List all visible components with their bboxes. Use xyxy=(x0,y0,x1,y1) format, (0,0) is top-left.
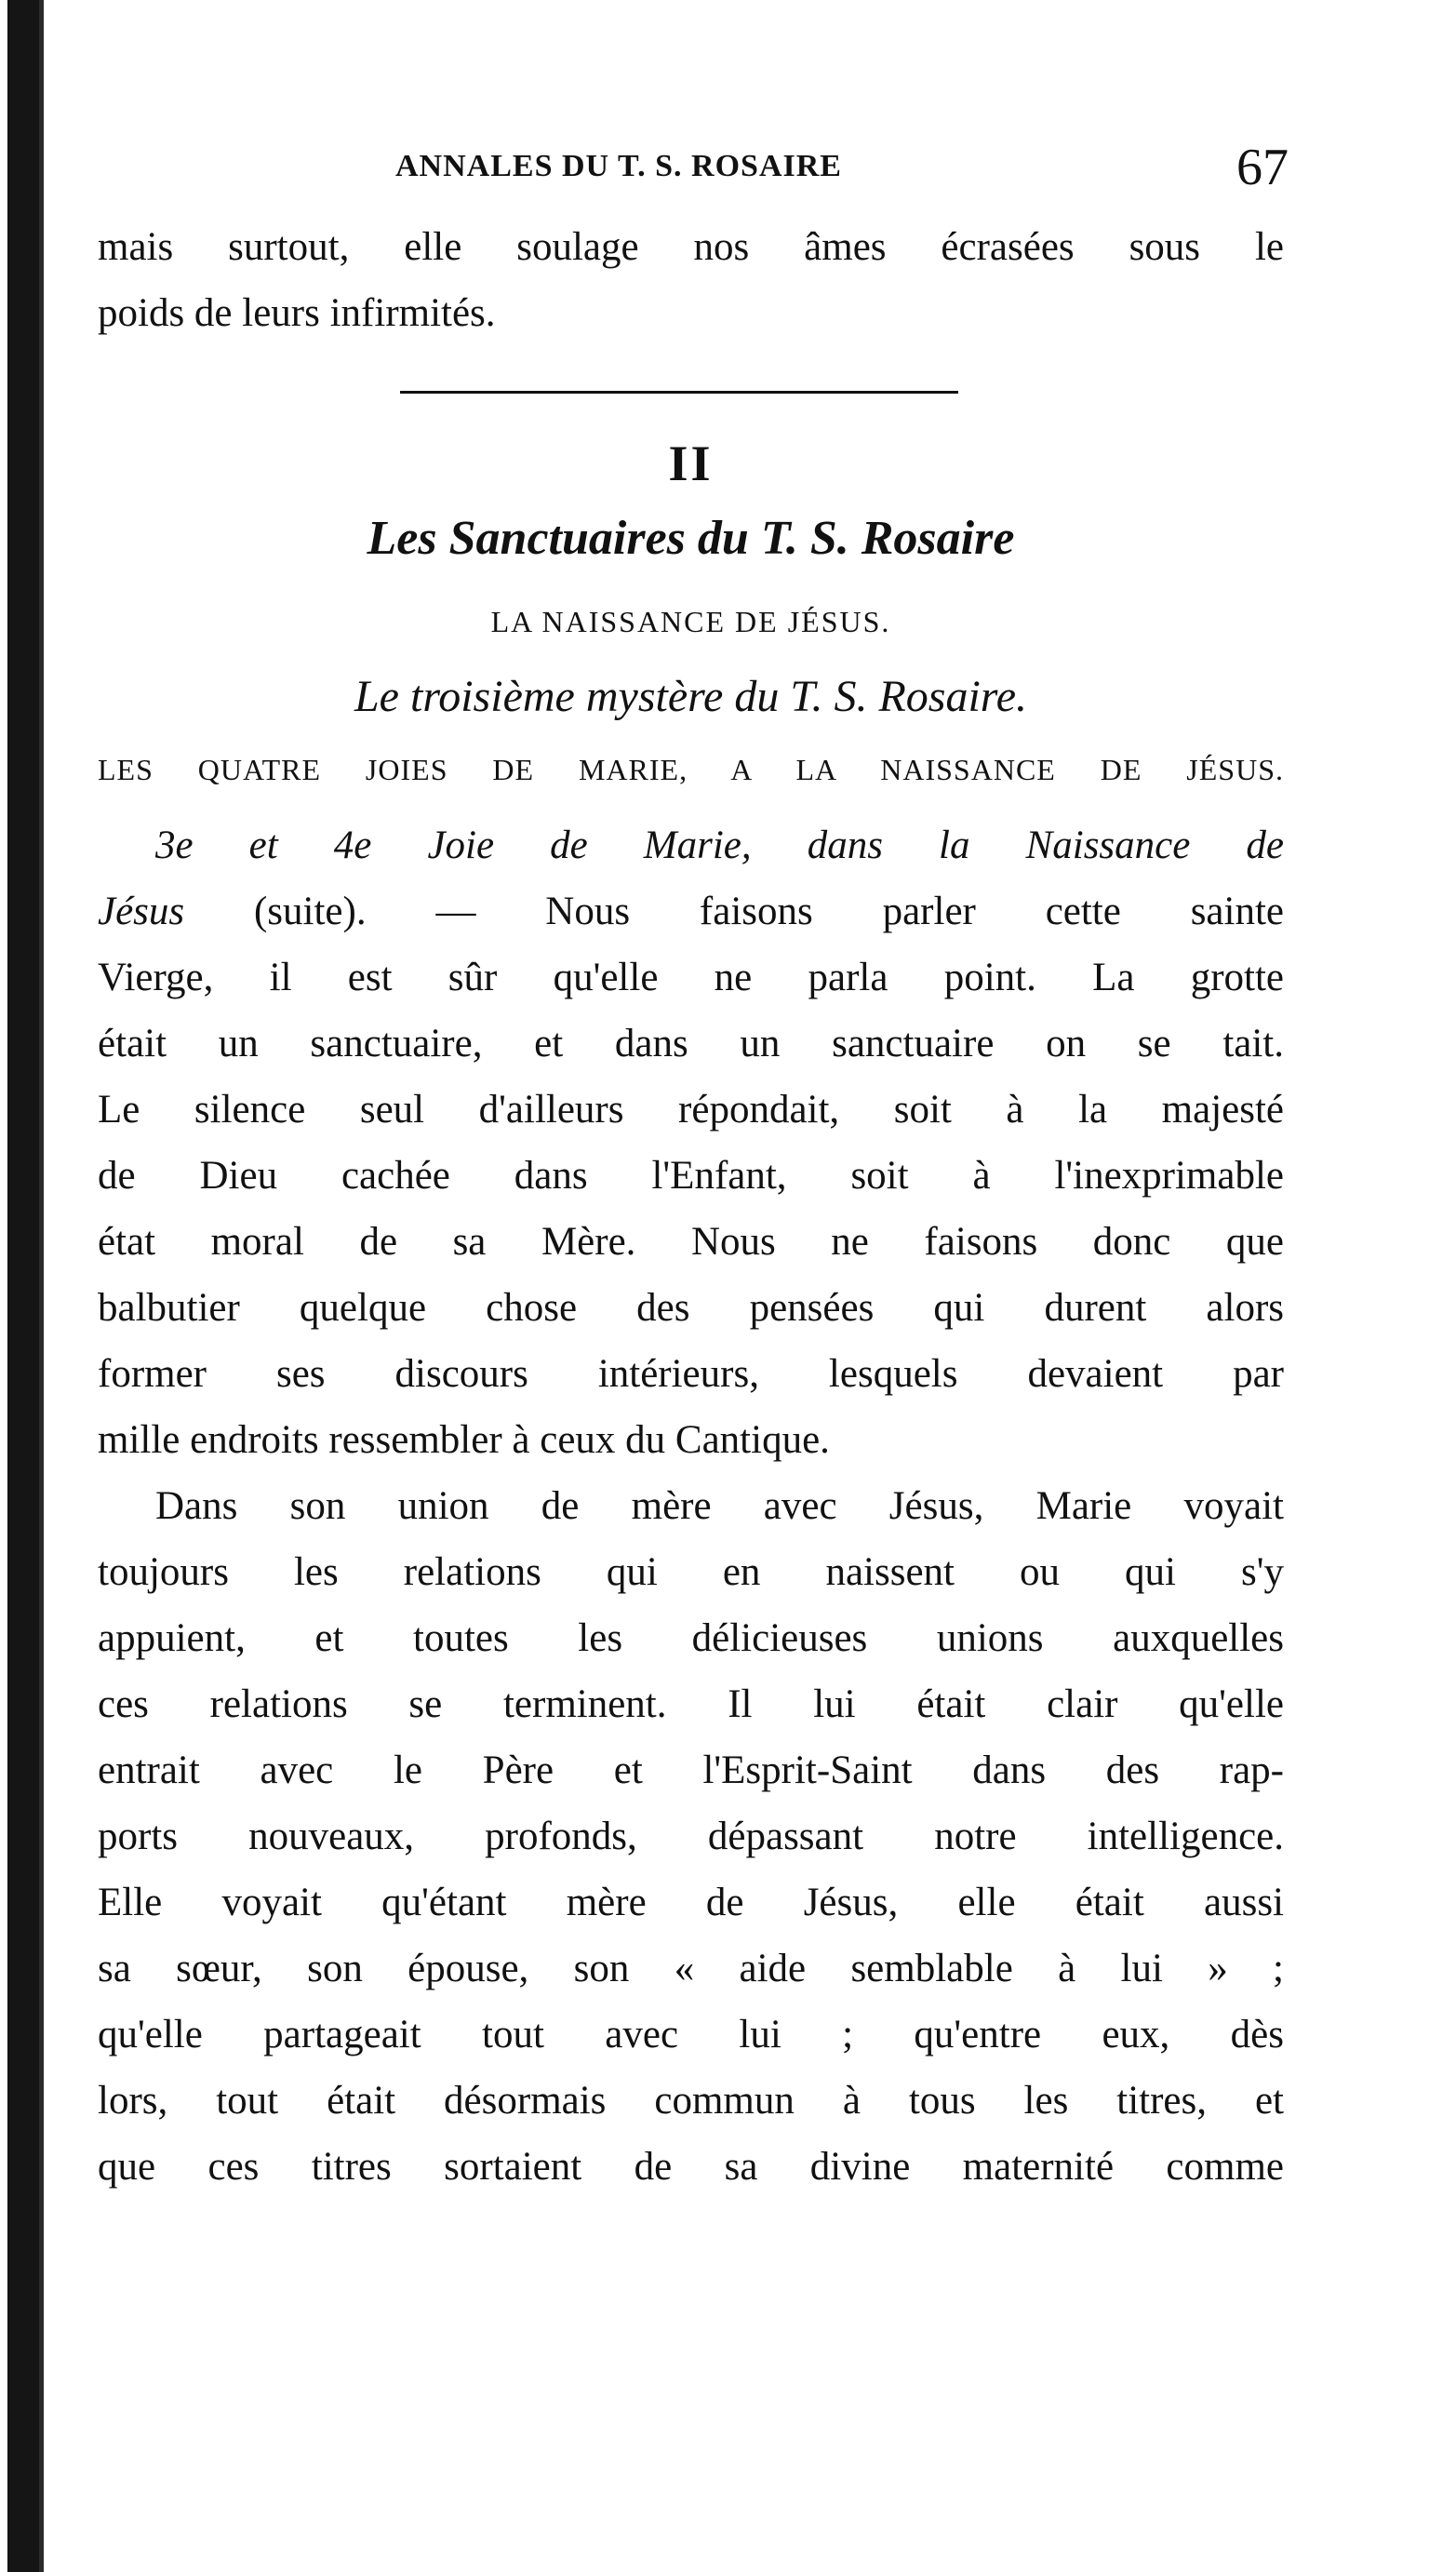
text-line: former ses discours intérieurs, lesquels devaient par xyxy=(98,1352,1284,1396)
text-line: ports nouveaux, profonds, dépassant notre intelligence. xyxy=(98,1815,1284,1858)
book-page xyxy=(98,130,1289,2200)
running-head xyxy=(98,130,1289,214)
text-line: de Dieu cachée dans l'Enfant, soit à l'inexprimable xyxy=(98,1154,1284,1198)
paragraph-2 xyxy=(98,1473,1284,2200)
text-line: entrait avec le Père et l'Esprit-Saint dans des rap- xyxy=(98,1748,1284,1792)
text-line: mille endroits ressembler à ceux du Cantique. xyxy=(98,1418,830,1462)
book-spine-shadow xyxy=(7,0,39,2572)
text-line: que ces titres sortaient de sa divine maternité comme xyxy=(98,2145,1284,2189)
mystery-heading: Le troisième mystère du T. S. Rosaire. xyxy=(354,672,1028,721)
line-rest: (suite). — Nous faisons parler cette sainte xyxy=(184,890,1284,933)
page-number: 67 xyxy=(1236,139,1289,196)
text-line xyxy=(98,878,1284,944)
text-line: ces relations se terminent. Il lui était clair qu'elle xyxy=(98,1682,1284,1726)
text-line: balbutier quelque chose des pensées qui durent alors xyxy=(98,1286,1284,1330)
text-line: poids de leurs infirmités. xyxy=(98,291,496,335)
text-line: était un sanctuaire, et dans un sanctuaire on se tait. xyxy=(98,1022,1284,1065)
joys-heading: LES QUATRE JOIES DE MARIE, A LA NAISSANCE DE JÉSUS. xyxy=(98,753,1284,786)
text-line: Dans son union de mère avec Jésus, Marie voyait xyxy=(155,1484,1284,1528)
running-head-title: ANNALES DU T. S. ROSAIRE xyxy=(395,149,842,183)
text-line: lors, tout était désormais commun à tous les titres, et xyxy=(98,2079,1284,2123)
book-spine-edge xyxy=(39,0,44,2572)
section-title: Les Sanctuaires du T. S. Rosaire xyxy=(367,512,1015,565)
section-divider xyxy=(400,391,958,394)
text-line: Elle voyait qu'étant mère de Jésus, elle était aussi xyxy=(98,1881,1284,1924)
text-line: Vierge, il est sûr qu'elle ne parla point. La grotte xyxy=(98,956,1284,999)
opening-text xyxy=(98,214,1284,346)
italic-word: Jésus xyxy=(98,890,185,933)
paragraph-1 xyxy=(98,812,1284,1473)
paragraph-lead: 3e et 4e Joie de Marie, dans la Naissance de xyxy=(155,824,1284,867)
section-subtitle: LA NAISSANCE DE JÉSUS. xyxy=(490,605,891,638)
text-line: appuient, et toutes les délicieuses unions auxquelles xyxy=(98,1616,1284,1660)
text-line: mais surtout, elle soulage nos âmes écrasées sous le xyxy=(98,225,1284,269)
text-line: sa sœur, son épouse, son « aide semblable à lui » ; xyxy=(98,1947,1284,1990)
text-line: qu'elle partageait tout avec lui ; qu'entre eux, dès xyxy=(98,2013,1284,2056)
section-number: II xyxy=(668,435,714,491)
text-line: toujours les relations qui en naissent ou qui s'y xyxy=(98,1550,1284,1594)
text-line: état moral de sa Mère. Nous ne faisons donc que xyxy=(98,1220,1284,1264)
text-line: Le silence seul d'ailleurs répondait, soit à la majesté xyxy=(98,1088,1284,1132)
